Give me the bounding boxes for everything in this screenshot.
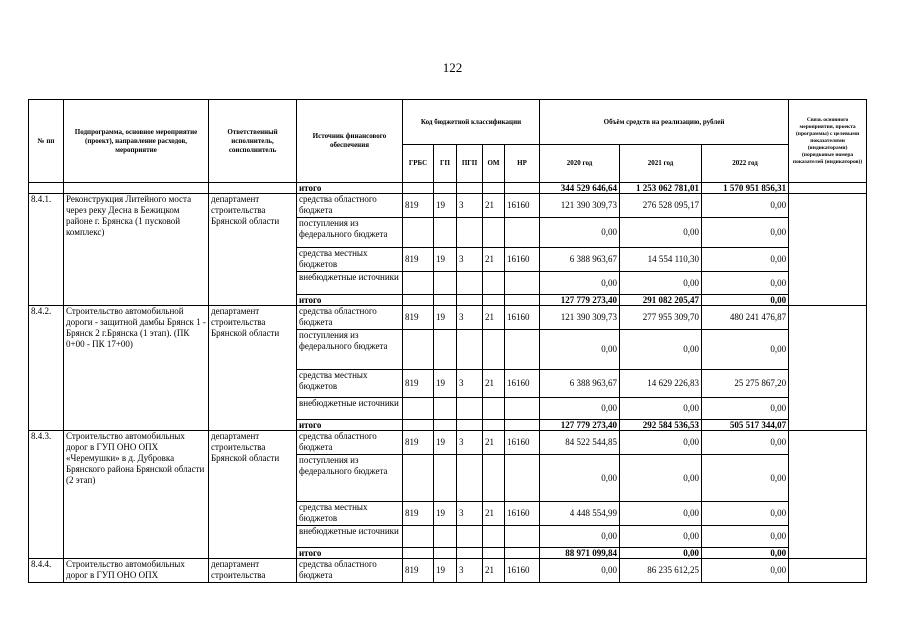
- value-2020: 4 448 554,99: [540, 502, 620, 526]
- total-2021: 291 082 205,47: [620, 295, 702, 306]
- value-2022: 0,00: [702, 272, 789, 295]
- funding-source: средства областного бюджета: [297, 559, 403, 583]
- header-grbs: ГРБС: [403, 145, 434, 183]
- item-name: Строительство автомобильных дорог в ГУП ОНО ОПХ: [64, 559, 209, 583]
- value-2020: 0,00: [540, 272, 620, 295]
- value-2021: 0,00: [620, 272, 702, 295]
- value-2021: 0,00: [620, 218, 702, 248]
- code-grbs: 819: [403, 306, 434, 330]
- code-nr: [505, 330, 540, 370]
- header-2020: 2020 год: [540, 145, 620, 183]
- funding-source: внебюджетные источники: [297, 398, 403, 420]
- code-nr: 16160: [505, 248, 540, 272]
- value-2022: 480 241 476,87: [702, 306, 789, 330]
- code-om: [483, 526, 505, 548]
- code-pgp: 3: [457, 431, 483, 455]
- code-gp: 19: [434, 559, 457, 583]
- code-pgp: [457, 526, 483, 548]
- empty-cell: [403, 295, 434, 306]
- funding-source: средства областного бюджета: [297, 306, 403, 330]
- code-pgp: [457, 330, 483, 370]
- item-number: 8.4.1.: [29, 194, 64, 306]
- value-2022: 25 275 867,20: [702, 370, 789, 398]
- indicator-link: [789, 559, 867, 583]
- value-2021: 0,00: [620, 431, 702, 455]
- code-gp: [434, 526, 457, 548]
- value-2020: 0,00: [540, 455, 620, 502]
- funding-source: поступления из федерального бюджета: [297, 330, 403, 370]
- funding-source: внебюджетные источники: [297, 526, 403, 548]
- code-nr: [505, 272, 540, 295]
- empty-cell: [483, 420, 505, 431]
- table-row: [29, 194, 867, 218]
- code-om: 21: [483, 370, 505, 398]
- code-om: [483, 218, 505, 248]
- code-nr: 16160: [505, 559, 540, 583]
- code-nr: 16160: [505, 306, 540, 330]
- header-gp: ГП: [434, 145, 457, 183]
- item-name: Строительство автомобильной дороги - защитной дамбы Брянск 1 - Брянск 2 г.Брянска (1 этап). (ПК 0+00 - ПК 17+00): [64, 306, 209, 431]
- table-row: [29, 559, 867, 583]
- value-2022: 0,00: [702, 559, 789, 583]
- code-om: 21: [483, 559, 505, 583]
- indicator-link: [789, 194, 867, 306]
- empty-cell: [434, 295, 457, 306]
- code-nr: [505, 218, 540, 248]
- empty-cell: [483, 295, 505, 306]
- value-2021: 277 955 309,70: [620, 306, 702, 330]
- item-name: Строительство автомобильных дорог в ГУП ОНО ОПХ «Черемушки» в д. Дубровка Брянского района Брянской области (2 этап): [64, 431, 209, 559]
- total-row: [29, 183, 867, 194]
- code-gp: [434, 330, 457, 370]
- value-2020: 121 390 309,73: [540, 194, 620, 218]
- indicator-link: [789, 306, 867, 431]
- value-2022: 0,00: [702, 398, 789, 420]
- code-grbs: 819: [403, 559, 434, 583]
- total-label: итого: [297, 548, 403, 559]
- value-2022: 0,00: [702, 431, 789, 455]
- code-gp: 19: [434, 370, 457, 398]
- header-num: № пп: [29, 100, 64, 183]
- header-subprogram: Подпрограмма, основное мероприятие (проект), направление расходов, мероприятие: [64, 100, 209, 183]
- total-2021: 0,00: [620, 548, 702, 559]
- code-pgp: [457, 455, 483, 502]
- header-2022: 2022 год: [702, 145, 789, 183]
- code-grbs: 819: [403, 431, 434, 455]
- value-2021: 14 629 226,83: [620, 370, 702, 398]
- code-nr: 16160: [505, 502, 540, 526]
- value-2022: 0,00: [702, 218, 789, 248]
- header-link: Связь основного мероприятия, проекта (программы) с целевыми показателями (индикаторами) (порядковые номера показателей (индикаторов)): [789, 100, 867, 183]
- total-2022: 505 517 344,07: [702, 420, 789, 431]
- total-2020: 88 971 099,84: [540, 548, 620, 559]
- funding-source: средства областного бюджета: [297, 431, 403, 455]
- code-pgp: 3: [457, 559, 483, 583]
- budget-table: [28, 99, 867, 583]
- code-om: [483, 398, 505, 420]
- empty-cell: [457, 295, 483, 306]
- value-2021: 86 235 612,25: [620, 559, 702, 583]
- code-om: [483, 272, 505, 295]
- code-nr: [505, 398, 540, 420]
- code-om: 21: [483, 194, 505, 218]
- code-nr: 16160: [505, 431, 540, 455]
- header-nr: НР: [505, 145, 540, 183]
- item-responsible: департамент строительства: [209, 559, 297, 583]
- code-gp: 19: [434, 502, 457, 526]
- value-2022: 0,00: [702, 248, 789, 272]
- item-number: 8.4.2.: [29, 306, 64, 431]
- empty-cell: [434, 548, 457, 559]
- header-responsible: Ответственный исполнитель, соисполнитель: [209, 100, 297, 183]
- code-pgp: [457, 272, 483, 295]
- code-grbs: [403, 330, 434, 370]
- total-2021: 292 584 536,53: [620, 420, 702, 431]
- value-2020: 0,00: [540, 559, 620, 583]
- total-2020: 344 529 646,64: [540, 183, 620, 194]
- total-label: итого: [297, 183, 403, 194]
- funding-source: средства местных бюджетов: [297, 370, 403, 398]
- code-gp: [434, 218, 457, 248]
- funding-source: средства местных бюджетов: [297, 248, 403, 272]
- funding-source: средства местных бюджетов: [297, 502, 403, 526]
- total-2022: 1 570 951 856,31: [702, 183, 789, 194]
- code-grbs: [403, 218, 434, 248]
- total-2020: 127 779 273,40: [540, 420, 620, 431]
- code-pgp: [457, 218, 483, 248]
- code-grbs: [403, 455, 434, 502]
- value-2020: 0,00: [540, 218, 620, 248]
- table-row: [29, 431, 867, 455]
- code-gp: 19: [434, 194, 457, 218]
- code-grbs: [403, 526, 434, 548]
- code-om: [483, 330, 505, 370]
- value-2020: 6 388 963,67: [540, 248, 620, 272]
- value-2022: 0,00: [702, 194, 789, 218]
- value-2020: 0,00: [540, 526, 620, 548]
- header-om: ОМ: [483, 145, 505, 183]
- header-source: Источник финансового обеспечения: [297, 100, 403, 183]
- code-nr: [505, 526, 540, 548]
- page-number: 122: [442, 60, 463, 75]
- indicator-link: [789, 431, 867, 559]
- code-gp: 19: [434, 431, 457, 455]
- value-2021: 14 554 110,30: [620, 248, 702, 272]
- item-responsible: департамент строительства Брянской области: [209, 306, 297, 431]
- item-number: 8.4.4.: [29, 559, 64, 583]
- empty-cell: [403, 420, 434, 431]
- value-2020: 0,00: [540, 330, 620, 370]
- code-nr: 16160: [505, 194, 540, 218]
- value-2022: 0,00: [702, 330, 789, 370]
- code-gp: 19: [434, 248, 457, 272]
- code-pgp: 3: [457, 502, 483, 526]
- funding-source: поступления из федерального бюджета: [297, 455, 403, 502]
- value-2022: 0,00: [702, 455, 789, 502]
- value-2020: 84 522 544,85: [540, 431, 620, 455]
- empty-cell: [505, 548, 540, 559]
- header-budget-code: Код бюджетной классификации: [403, 100, 540, 145]
- code-grbs: 819: [403, 194, 434, 218]
- code-gp: [434, 272, 457, 295]
- code-gp: [434, 398, 457, 420]
- header-pgp: ПГП: [457, 145, 483, 183]
- value-2021: 0,00: [620, 502, 702, 526]
- code-om: [483, 455, 505, 502]
- code-nr: [505, 455, 540, 502]
- funding-source: средства областного бюджета: [297, 194, 403, 218]
- code-om: 21: [483, 306, 505, 330]
- empty-cell: [457, 548, 483, 559]
- empty-cell: [457, 420, 483, 431]
- header-2021: 2021 год: [620, 145, 702, 183]
- code-om: 21: [483, 502, 505, 526]
- code-nr: 16160: [505, 370, 540, 398]
- total-label: итого: [297, 295, 403, 306]
- value-2021: 0,00: [620, 330, 702, 370]
- funding-source: внебюджетные источники: [297, 272, 403, 295]
- value-2020: 6 388 963,67: [540, 370, 620, 398]
- empty-cell: [483, 548, 505, 559]
- value-2021: 0,00: [620, 398, 702, 420]
- value-2021: 276 528 095,17: [620, 194, 702, 218]
- value-2021: 0,00: [620, 455, 702, 502]
- item-responsible: департамент строительства Брянской области: [209, 194, 297, 306]
- header-volume: Объём средств на реализацию, рублей: [540, 100, 789, 145]
- empty-cell: [505, 295, 540, 306]
- total-label: итого: [297, 420, 403, 431]
- total-2021: 1 253 062 781,01: [620, 183, 702, 194]
- empty-cell: [505, 420, 540, 431]
- value-2022: 0,00: [702, 526, 789, 548]
- value-2020: 0,00: [540, 398, 620, 420]
- total-2022: 0,00: [702, 548, 789, 559]
- funding-source: поступления из федерального бюджета: [297, 218, 403, 248]
- code-grbs: 819: [403, 370, 434, 398]
- item-number: 8.4.3.: [29, 431, 64, 559]
- code-om: 21: [483, 431, 505, 455]
- code-pgp: 3: [457, 370, 483, 398]
- item-responsible: департамент строительства Брянской области: [209, 431, 297, 559]
- table-row: [29, 306, 867, 330]
- total-2020: 127 779 273,40: [540, 295, 620, 306]
- value-2022: 0,00: [702, 502, 789, 526]
- code-om: 21: [483, 248, 505, 272]
- code-pgp: [457, 398, 483, 420]
- item-name: Реконструкция Литейного моста через реку Десна в Бежицком районе г. Брянска (1 пусковой комплекс): [64, 194, 209, 306]
- code-pgp: 3: [457, 194, 483, 218]
- code-gp: [434, 455, 457, 502]
- value-2021: 0,00: [620, 526, 702, 548]
- code-grbs: [403, 272, 434, 295]
- code-grbs: [403, 398, 434, 420]
- code-grbs: 819: [403, 502, 434, 526]
- code-pgp: 3: [457, 306, 483, 330]
- code-gp: 19: [434, 306, 457, 330]
- empty-cell: [403, 548, 434, 559]
- total-2022: 0,00: [702, 295, 789, 306]
- code-pgp: 3: [457, 248, 483, 272]
- value-2020: 121 390 309,73: [540, 306, 620, 330]
- code-grbs: 819: [403, 248, 434, 272]
- empty-cell: [434, 420, 457, 431]
